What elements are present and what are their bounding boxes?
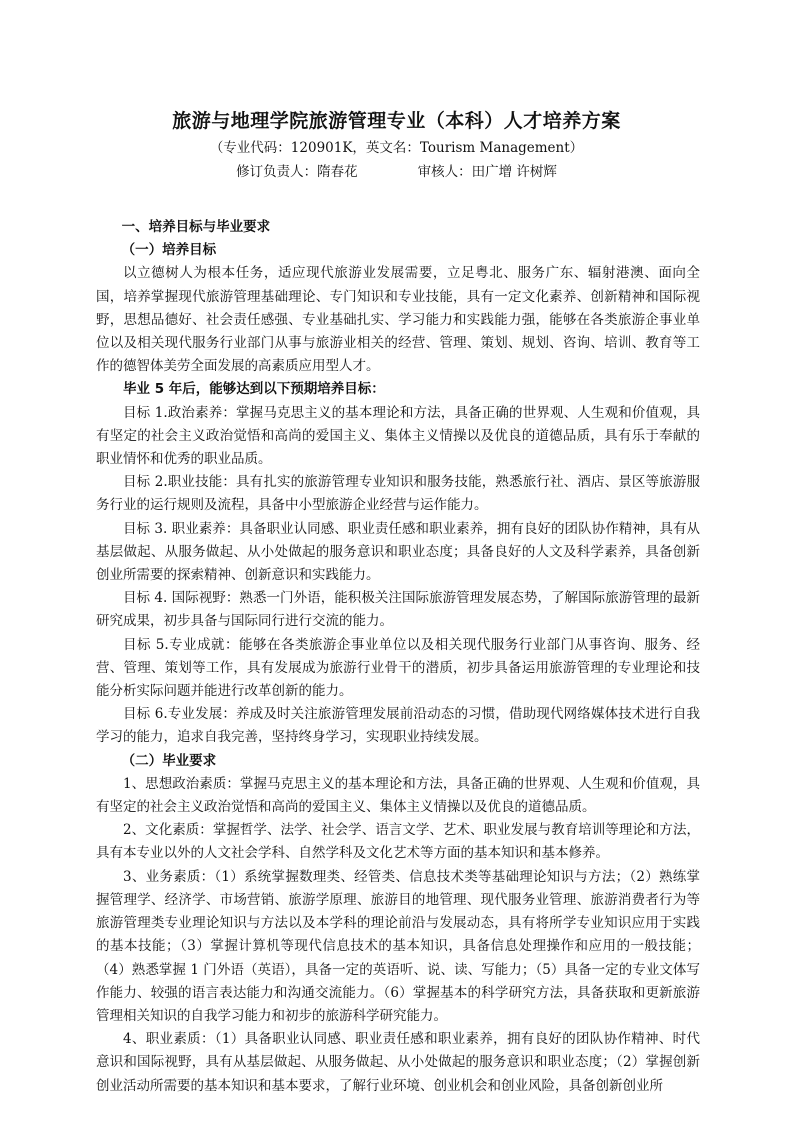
- requirement-paragraph: 3、业务素质：（1）系统掌握数理类、经管类、信息技术类等基础理论知识与方法；（2）熟练掌握管理学、经济学、市场营销、旅游学原理、旅游目的地管理、现代服务业管理、旅游消费者行为等旅游管理类专业理论知识与方法以及本学科的理论前沿与发展动态，具有将所学专业知识应用于实践的基本技能；（3）掌握计算机等现代信息技术的基本知识，具备信息处理操作和应用的一般技能；（4）熟悉掌握 1 门外语（英语），具备一定的英语听、说、读、写能力；（5）具备一定的专业文体写作能力、较强的语言表达能力和沟通交流能力。（6）掌握基本的科学研究方法，具备获取和更新旅游管理相关知识的自我学习能力和初步的旅游科学研究能力。: [96, 868, 700, 1024]
- reviser-label: 修订负责人：隋春花: [236, 164, 358, 180]
- subsection-heading: （一）培养目标: [121, 242, 217, 259]
- goal-paragraph: 目标 1.政治素养：掌握马克思主义的基本理论和方法，具备正确的世界观、人生观和价值观，具有坚定的社会主义政治觉悟和高尚的爱国主义、集体主义情操以及优良的道德品质，具有乐于奉献的职业情怀和优秀的职业品质。: [96, 404, 700, 468]
- requirement-paragraph: 2、文化素质：掌握哲学、法学、社会学、语言文学、艺术、职业发展与教育培训等理论和方法，具有本专业以外的人文社会学科、自然学科及文化艺术等方面的基本知识和基本修养。: [96, 822, 700, 862]
- responsible-persons: [0, 160, 793, 180]
- document-title: 旅游与地理学院旅游管理专业（本科）人才培养方案: [172, 110, 621, 132]
- goal-paragraph: 目标 3. 职业素养：具备职业认同感、职业责任感和职业素养，拥有良好的团队协作精神，具有从基层做起、从服务做起、从小处做起的服务意识和职业态度；具备良好的人文及科学素养，具备创新创业所需要的探索精神、创新意识和实践能力。: [96, 520, 700, 584]
- document-body: [96, 216, 700, 1098]
- goal-paragraph: 目标 5.专业成就：能够在各类旅游企事业单位以及相关现代服务行业部门从事咨询、服务、经营、管理、策划等工作，具有发展成为旅游行业骨干的潜质，初步具备运用旅游管理的专业理论和技能分析实际问题并能进行改革创新的能力。: [96, 636, 700, 700]
- paragraph: 以立德树人为根本任务，适应现代旅游业发展需要，立足粤北、服务广东、辐射港澳、面向全国，培养掌握现代旅游管理基础理论、专门知识和专业技能，具有一定文化素养、创新精神和国际视野，思想品德好、社会责任感强、专业基础扎实、学习能力和实践能力强，能够在各类旅游企事业单位以及相关现代服务行业部门从事与旅游业相关的经营、管理、策划、规划、咨询、培训、教育等工作的德智体美劳全面发展的高素质应用型人才。: [96, 265, 700, 375]
- reviewer-label: 审核人：田广增 许树辉: [417, 164, 557, 180]
- goals-heading: 毕业 5 年后，能够达到以下预期培养目标：: [123, 381, 385, 398]
- subsection-heading: （二）毕业要求: [121, 752, 217, 769]
- goal-paragraph: 目标 4. 国际视野：熟悉一门外语，能积极关注国际旅游管理发展态势，了解国际旅游管理的最新研究成果，初步具备与国际同行进行交流的能力。: [96, 590, 700, 630]
- document-subtitle: （专业代码：120901K，英文名：Tourism Management）: [209, 140, 584, 156]
- requirement-paragraph: 1、思想政治素质：掌握马克思主义的基本理论和方法，具备正确的世界观、人生观和价值观，具有坚定的社会主义政治觉悟和高尚的爱国主义、集体主义情操以及优良的道德品质。: [96, 775, 700, 816]
- section-heading: 一、培养目标与毕业要求: [121, 219, 271, 235]
- goal-paragraph: 目标 2.职业技能：具有扎实的旅游管理专业知识和服务技能，熟悉旅行社、酒店、景区等旅游服务行业的运行规则及流程，具备中小型旅游企业经营与运作能力。: [96, 474, 700, 514]
- goal-paragraph: 目标 6.专业发展：养成及时关注旅游管理发展前沿动态的习惯，借助现代网络媒体技术进行自我学习的能力，追求自我完善，坚持终身学习，实现职业持续发展。: [96, 706, 700, 746]
- requirement-paragraph: 4、职业素质：（1）具备职业认同感、职业责任感和职业素养，拥有良好的团队协作精神、时代意识和国际视野，具有从基层做起、从服务做起、从小处做起的服务意识和职业态度；（2）掌握创新创业活动所需要的基本知识和基本要求，了解行业环境、创业机会和创业风险，具备创新创业所: [96, 1031, 700, 1094]
